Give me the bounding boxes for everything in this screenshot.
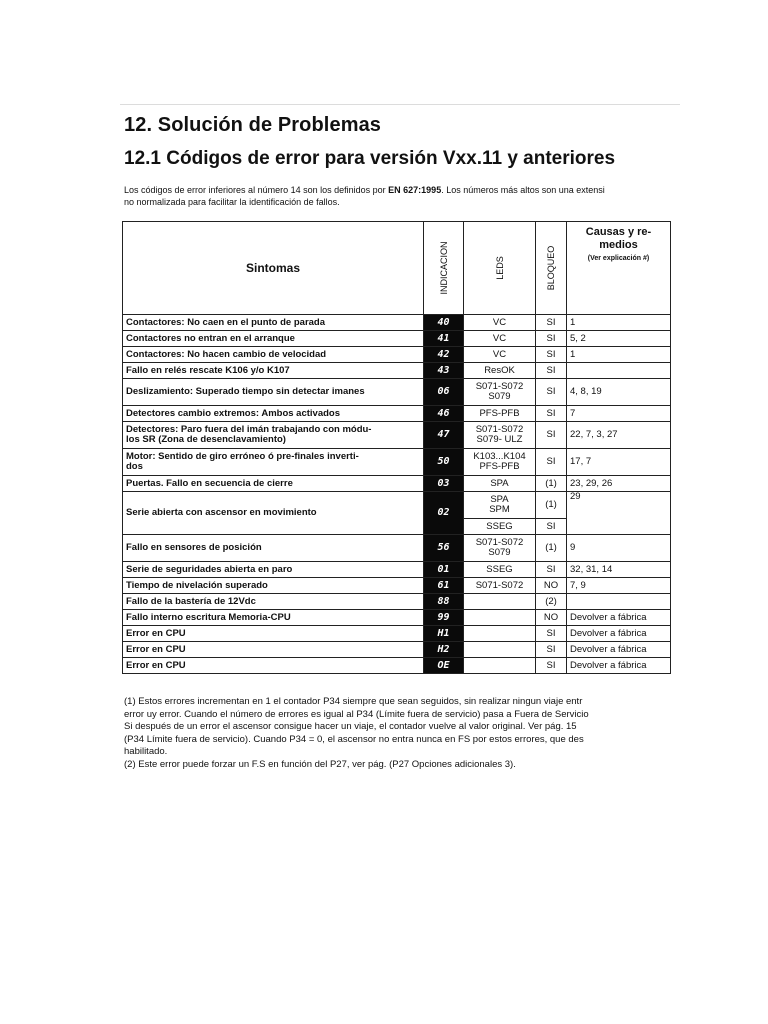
causes-cell: 4, 8, 19: [567, 379, 671, 406]
table-row: [123, 578, 671, 594]
table-row: [123, 535, 671, 562]
leds-cell: [464, 594, 536, 610]
table-row: [123, 379, 671, 406]
bloqueo-cell: NO: [536, 578, 567, 594]
indication-code: 03: [424, 476, 464, 492]
causes-cell: 32, 31, 14: [567, 562, 671, 578]
bloqueo-cell: SI: [536, 519, 567, 535]
table-row: [123, 331, 671, 347]
bloqueo-cell: SI: [536, 658, 567, 674]
footnote-line: (1) Estos errores incrementan en 1 el contador P34 siempre que sean seguidos, sin realizar ningun viaje entr: [124, 696, 583, 707]
footnote-line: Si después de un error el ascensor consigue hacer un viaje, el contador vuelve al valor original. Ver pág. 15: [124, 721, 577, 732]
indication-code: 42: [424, 347, 464, 363]
leds-cell: VC: [464, 347, 536, 363]
leds-cell: K103...K104 PFS-PFB: [464, 449, 536, 476]
bloqueo-cell: NO: [536, 610, 567, 626]
indication-code: H2: [424, 642, 464, 658]
bloqueo-cell: (1): [536, 476, 567, 492]
table-row: [123, 594, 671, 610]
indication-code: 41: [424, 331, 464, 347]
bloqueo-cell: (1): [536, 535, 567, 562]
intro-paragraph: [124, 184, 684, 208]
footnotes: [124, 696, 680, 771]
indication-code: 01: [424, 562, 464, 578]
causes-cell: [567, 594, 671, 610]
leds-cell: S071-S072 S079: [464, 535, 536, 562]
indication-code: H1: [424, 626, 464, 642]
symptom-cell: Fallo de la bastería de 12Vdc: [123, 594, 424, 610]
indication-code: 56: [424, 535, 464, 562]
intro-text-3: no normalizada para facilitar la identificación de fallos.: [124, 197, 340, 207]
causes-cell: 5, 2: [567, 331, 671, 347]
indication-code: OE: [424, 658, 464, 674]
leds-cell: [464, 626, 536, 642]
bloqueo-cell: SI: [536, 562, 567, 578]
table-row: [123, 562, 671, 578]
indication-code: 88: [424, 594, 464, 610]
error-code-table: [122, 221, 671, 674]
footnote-line: (2) Este error puede forzar un F.S en función del P27, ver pág. (P27 Opciones adicionales 3).: [124, 758, 516, 770]
leds-cell: SPA: [464, 476, 536, 492]
symptom-cell: Puertas. Fallo en secuencia de cierre: [123, 476, 424, 492]
intro-text-2: . Los números más altos son una extensi: [441, 185, 605, 195]
symptom-cell: Contactores: No caen en el punto de parada: [123, 315, 424, 331]
indication-code: 47: [424, 422, 464, 449]
table-row: [123, 610, 671, 626]
intro-text-1: Los códigos de error inferiores al número 14 son los definidos por: [124, 185, 389, 195]
causes-cell: Devolver a fábrica: [567, 626, 671, 642]
leds-cell: S071-S072 S079: [464, 379, 536, 406]
bloqueo-cell: SI: [536, 642, 567, 658]
causes-cell: 7, 9: [567, 578, 671, 594]
bloqueo-cell: SI: [536, 422, 567, 449]
table-row: [123, 422, 671, 449]
bloqueo-cell: SI: [536, 315, 567, 331]
bloqueo-cell: SI: [536, 331, 567, 347]
symptom-cell: Tiempo de nivelación superado: [123, 578, 424, 594]
table-header-row: [123, 222, 671, 315]
bloqueo-cell: SI: [536, 379, 567, 406]
causes-cell: Devolver a fábrica: [567, 642, 671, 658]
causes-cell: 17, 7: [567, 449, 671, 476]
causes-cell: 23, 29, 26: [567, 476, 671, 492]
bloqueo-cell: SI: [536, 347, 567, 363]
leds-cell: [464, 642, 536, 658]
causes-cell: 7: [567, 406, 671, 422]
leds-cell: ResOK: [464, 363, 536, 379]
symptom-cell: Error en CPU: [123, 626, 424, 642]
symptom-cell: Error en CPU: [123, 642, 424, 658]
bloqueo-cell: SI: [536, 626, 567, 642]
leds-cell: [464, 658, 536, 674]
symptom-cell: Contactores no entran en el arranque: [123, 331, 424, 347]
causes-cell: Devolver a fábrica: [567, 658, 671, 674]
bloqueo-cell: (1): [536, 492, 567, 519]
leds-cell: PFS-PFB: [464, 406, 536, 422]
header-rule: [120, 104, 680, 105]
symptom-cell: Detectores: Paro fuera del imán trabajando con módu- los SR (Zona de desenclavamiento): [123, 422, 424, 449]
table-row: [123, 406, 671, 422]
subsection-title: 12.1 Códigos de error para versión Vxx.11 y anteriores: [124, 148, 616, 169]
indication-code: 50: [424, 449, 464, 476]
bloqueo-cell: SI: [536, 363, 567, 379]
indication-code: 99: [424, 610, 464, 626]
symptom-cell: Fallo interno escritura Memoria-CPU: [123, 610, 424, 626]
leds-cell: S071-S072: [464, 578, 536, 594]
table-row: [123, 476, 671, 492]
causes-cell: [567, 363, 671, 379]
leds-cell: SSEG: [464, 519, 536, 535]
table-row: [123, 492, 671, 519]
causes-cell: Devolver a fábrica: [567, 610, 671, 626]
symptom-cell: Deslizamiento: Superado tiempo sin detectar imanes: [123, 379, 424, 406]
table-row: [123, 658, 671, 674]
symptom-cell: Contactores: No hacen cambio de velocidad: [123, 347, 424, 363]
header-leds: LEDS: [464, 222, 536, 315]
leds-cell: VC: [464, 315, 536, 331]
causes-cell: 29: [567, 492, 671, 535]
bloqueo-cell: SI: [536, 449, 567, 476]
leds-cell: SSEG: [464, 562, 536, 578]
symptom-cell: Serie abierta con ascensor en movimiento: [123, 492, 424, 535]
table-row: [123, 449, 671, 476]
table-row: [123, 626, 671, 642]
footnote-line: (P34 Límite fuera de servicio). Cuando P34 = 0, el ascensor no entra nunca en FS por estos errores, que des: [124, 733, 584, 745]
footnote-line: habilitado.: [124, 746, 168, 757]
symptom-cell: Error en CPU: [123, 658, 424, 674]
leds-cell: S071-S072 S079- ULZ: [464, 422, 536, 449]
indication-code: 40: [424, 315, 464, 331]
indication-code: 02: [424, 492, 464, 535]
causes-cell: 1: [567, 347, 671, 363]
symptom-cell: Detectores cambio extremos: Ambos activados: [123, 406, 424, 422]
section-title: 12. Solución de Problemas: [124, 114, 382, 136]
causes-cell: 22, 7, 3, 27: [567, 422, 671, 449]
leds-cell: SPA SPM: [464, 492, 536, 519]
table-row: [123, 642, 671, 658]
leds-cell: [464, 610, 536, 626]
footnote-line: error uy error. Cuando el número de errores es igual al P34 (Límite fuera de servicio) pasa a Fuera de Servicio: [124, 708, 589, 720]
indication-code: 61: [424, 578, 464, 594]
table-row: [123, 363, 671, 379]
table-row: [123, 347, 671, 363]
header-causas: Causas y re-medios (Ver explicación #): [567, 222, 671, 315]
bloqueo-cell: (2): [536, 594, 567, 610]
causes-cell: 1: [567, 315, 671, 331]
indication-code: 46: [424, 406, 464, 422]
symptom-cell: Fallo en sensores de posición: [123, 535, 424, 562]
causes-cell: 9: [567, 535, 671, 562]
leds-cell: VC: [464, 331, 536, 347]
intro-standard: EN 627:1995: [388, 185, 442, 195]
indication-code: 06: [424, 379, 464, 406]
header-indicacion: INDICACION: [424, 222, 464, 315]
symptom-cell: Motor: Sentido de giro erróneo ó pre-finales inverti- dos: [123, 449, 424, 476]
header-bloqueo: BLOQUEO: [536, 222, 567, 315]
symptom-cell: Fallo en relés rescate K106 y/o K107: [123, 363, 424, 379]
symptom-cell: Serie de seguridades abierta en paro: [123, 562, 424, 578]
header-sintomas: Sintomas: [123, 222, 424, 315]
indication-code: 43: [424, 363, 464, 379]
table-row: [123, 315, 671, 331]
bloqueo-cell: SI: [536, 406, 567, 422]
